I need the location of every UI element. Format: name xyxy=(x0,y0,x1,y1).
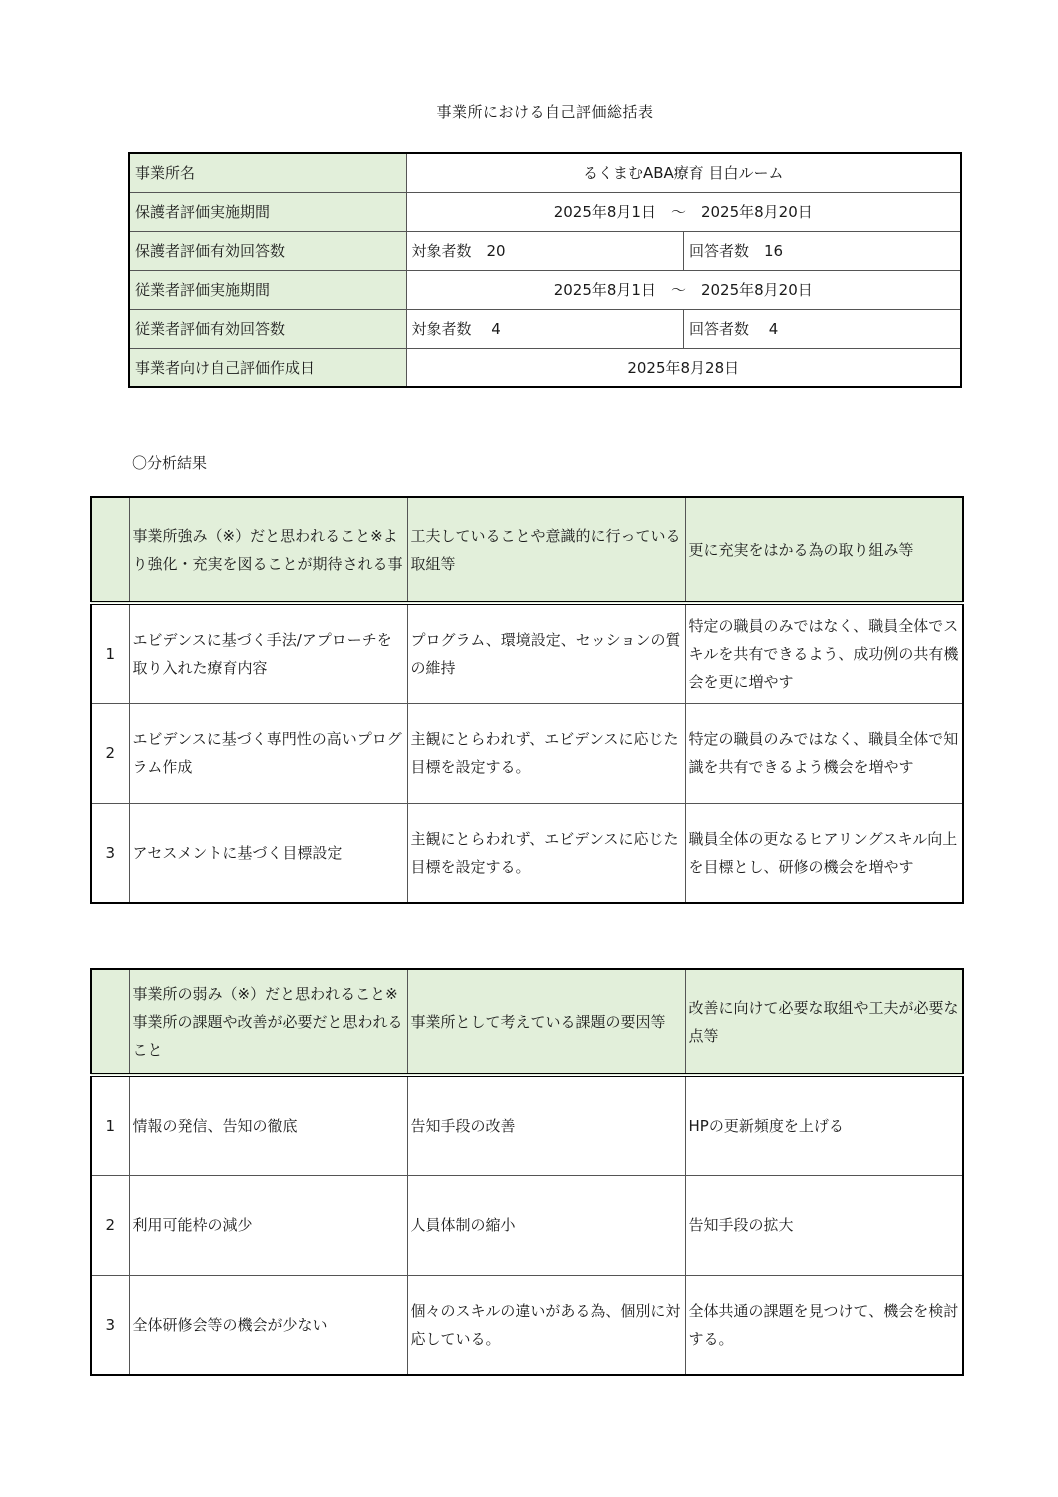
row-number: 1 xyxy=(91,603,129,703)
table-row xyxy=(91,603,963,703)
created-value: 2025年8月28日 xyxy=(406,348,961,387)
facility-row xyxy=(129,153,961,192)
next-step-text: 職員全体の更なるヒアリングスキル向上を目標とし、研修の機会を増やす xyxy=(685,803,963,903)
cause-text: 個々のスキルの違いがある為、個別に対応している。 xyxy=(407,1275,685,1375)
weaknesses-header-improve: 改善に向けて必要な取組や工夫が必要な点等 xyxy=(685,969,963,1075)
row-number: 2 xyxy=(91,1175,129,1275)
weaknesses-header-cause: 事業所として考えている課題の要因等 xyxy=(407,969,685,1075)
strengths-header-strength: 事業所強み（※）だと思われること※より強化・充実を図ることが期待される事 xyxy=(129,497,407,603)
strength-text: エビデンスに基づく専門性の高いプログラム作成 xyxy=(129,703,407,803)
cause-text: 人員体制の縮小 xyxy=(407,1175,685,1275)
weaknesses-header-weakness: 事業所の弱み（※）だと思われること※事業所の課題や改善が必要だと思われること xyxy=(129,969,407,1075)
section-title: 〇分析結果 xyxy=(132,454,208,472)
staff-period-row xyxy=(129,270,961,309)
guardian-answered: 回答者数 16 xyxy=(684,231,962,270)
facility-label: 事業所名 xyxy=(129,153,406,192)
header-num-cell xyxy=(91,497,129,603)
staff-count-row xyxy=(129,309,961,348)
next-step-text: 特定の職員のみではなく、職員全体でスキルを共有できるよう、成功例の共有機会を更に増やす xyxy=(685,603,963,703)
guardian-period-label: 保護者評価実施期間 xyxy=(129,192,406,231)
staff-count-label: 従業者評価有効回答数 xyxy=(129,309,406,348)
staff-answered: 回答者数 4 xyxy=(684,309,962,348)
guardian-period-row xyxy=(129,192,961,231)
page-title: 事業所における自己評価総括表 xyxy=(436,103,654,121)
table-row xyxy=(91,1075,963,1175)
next-step-text: 特定の職員のみではなく、職員全体で知識を共有できるよう機会を増やす xyxy=(685,703,963,803)
strengths-table xyxy=(90,496,964,904)
guardian-period-value: 2025年8月1日 ～ 2025年8月20日 xyxy=(406,192,961,231)
created-row xyxy=(129,348,961,387)
staff-period-value: 2025年8月1日 ～ 2025年8月20日 xyxy=(406,270,961,309)
staff-target: 対象者数 4 xyxy=(406,309,684,348)
header-num-cell xyxy=(91,969,129,1075)
improvement-text: HPの更新頻度を上げる xyxy=(685,1075,963,1175)
table-row xyxy=(91,1175,963,1275)
guardian-count-row xyxy=(129,231,961,270)
created-label: 事業者向け自己評価作成日 xyxy=(129,348,406,387)
effort-text: 主観にとらわれず、エビデンスに応じた目標を設定する。 xyxy=(407,703,685,803)
guardian-count-label: 保護者評価有効回答数 xyxy=(129,231,406,270)
improvement-text: 告知手段の拡大 xyxy=(685,1175,963,1275)
weakness-text: 利用可能枠の減少 xyxy=(129,1175,407,1275)
cause-text: 告知手段の改善 xyxy=(407,1075,685,1175)
table-row xyxy=(91,1275,963,1375)
weaknesses-header-row xyxy=(91,969,963,1075)
table-row xyxy=(91,703,963,803)
staff-period-label: 従業者評価実施期間 xyxy=(129,270,406,309)
strengths-header-row xyxy=(91,497,963,603)
effort-text: 主観にとらわれず、エビデンスに応じた目標を設定する。 xyxy=(407,803,685,903)
weaknesses-table xyxy=(90,968,964,1376)
weakness-text: 全体研修会等の機会が少ない xyxy=(129,1275,407,1375)
guardian-target: 対象者数 20 xyxy=(406,231,684,270)
row-number: 1 xyxy=(91,1075,129,1175)
improvement-text: 全体共通の課題を見つけて、機会を検討する。 xyxy=(685,1275,963,1375)
facility-value: るくまむABA療育 目白ルーム xyxy=(406,153,961,192)
row-number: 3 xyxy=(91,1275,129,1375)
effort-text: プログラム、環境設定、セッションの質の維持 xyxy=(407,603,685,703)
facility-info-table xyxy=(128,152,962,388)
strengths-header-next: 更に充実をはかる為の取り組み等 xyxy=(685,497,963,603)
strength-text: エビデンスに基づく手法/アプローチを取り入れた療育内容 xyxy=(129,603,407,703)
table-row xyxy=(91,803,963,903)
row-number: 3 xyxy=(91,803,129,903)
weakness-text: 情報の発信、告知の徹底 xyxy=(129,1075,407,1175)
strengths-header-effort: 工夫していることや意識的に行っている取組等 xyxy=(407,497,685,603)
strength-text: アセスメントに基づく目標設定 xyxy=(129,803,407,903)
row-number: 2 xyxy=(91,703,129,803)
